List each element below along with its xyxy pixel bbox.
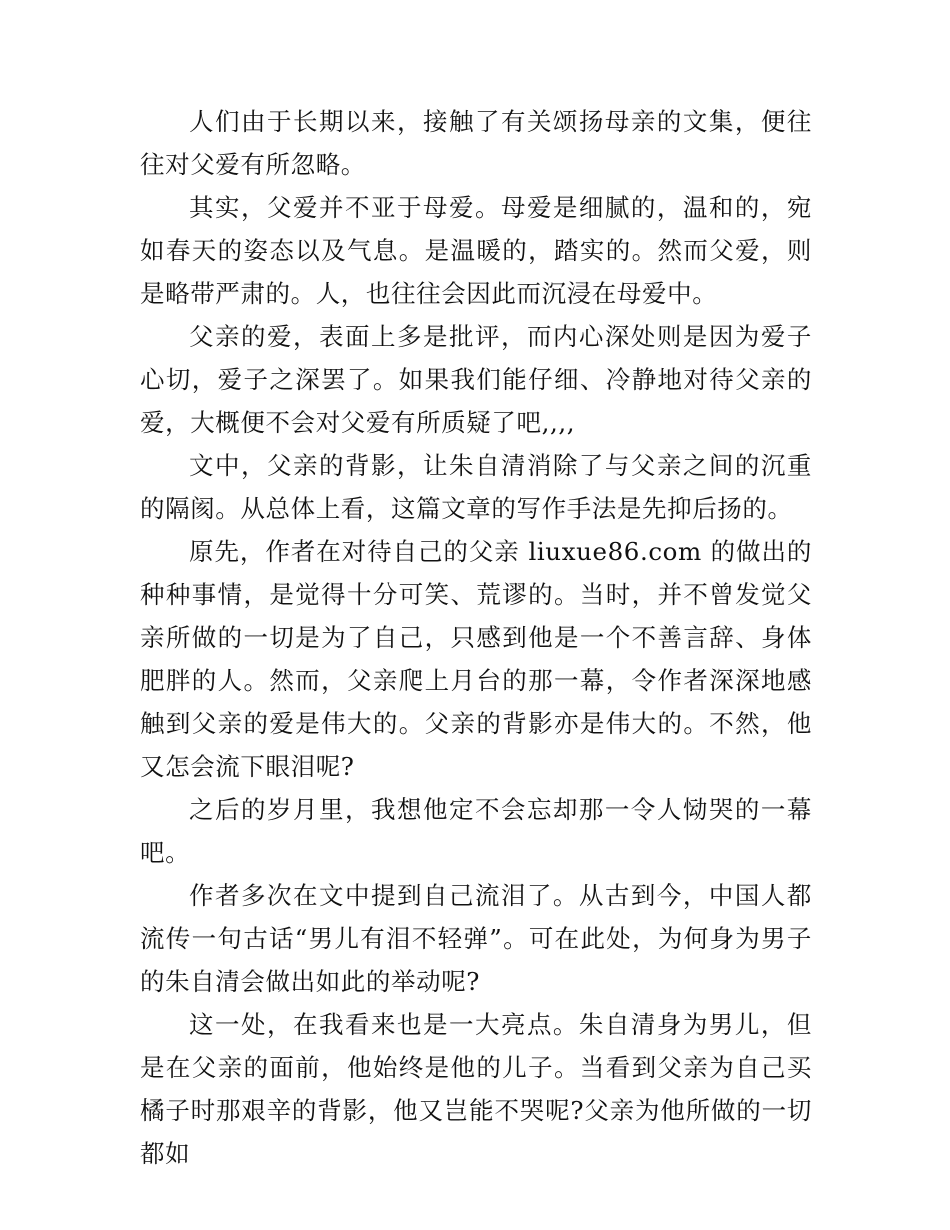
paragraph-1: 人们由于长期以来，接触了有关颂扬母亲的文集，便往往对父爱有所忽略。 xyxy=(140,107,812,179)
document-body xyxy=(140,100,812,1175)
paragraph-2: 其实，父爱并不亚于母爱。母爱是细腻的，温和的，宛如春天的姿态以及气息。是温暖的，踏实的。然而父爱，则是略带严肃的。人，也往往会因此而沉浸在母爱中。 xyxy=(140,193,812,308)
paragraph-3: 父亲的爱，表面上多是批评，而内心深处则是因为爱子心切，爱子之深罢了。如果我们能仔细、冷静地对待父亲的爱，大概便不会对父爱有所质疑了吧,,,, xyxy=(140,322,812,437)
paragraph-6: 之后的岁月里，我想他定不会忘却那一令人恸哭的一幕吧。 xyxy=(140,795,812,867)
paragraph-8: 这一处，在我看来也是一大亮点。朱自清身为男儿，但是在父亲的面前，他始终是他的儿子。当看到父亲为自己买橘子时那艰辛的背影，他又岂能不哭呢?父亲为他所做的一切都如 xyxy=(140,1010,812,1168)
paragraph-7: 作者多次在文中提到自己流泪了。从古到今，中国人都流传一句古话“男儿有泪不轻弹”。可在此处，为何身为男子的朱自清会做出如此的举动呢? xyxy=(140,881,812,996)
paragraph-4: 文中，父亲的背影，让朱自清消除了与父亲之间的沉重的隔阂。从总体上看，这篇文章的写作手法是先抑后扬的。 xyxy=(140,451,812,523)
paragraph-5: 原先，作者在对待自己的父亲 liuxue86.com 的做出的种种事情，是觉得十分可笑、荒谬的。当时，并不曾发觉父亲所做的一切是为了自己，只感到他是一个不善言辞、身体肥胖的人。然而，父亲爬上月台的那一幕，令作者深深地感触到父亲的爱是伟大的。父亲的背影亦是伟大的。不然，他又怎会流下眼泪呢? xyxy=(140,537,812,781)
